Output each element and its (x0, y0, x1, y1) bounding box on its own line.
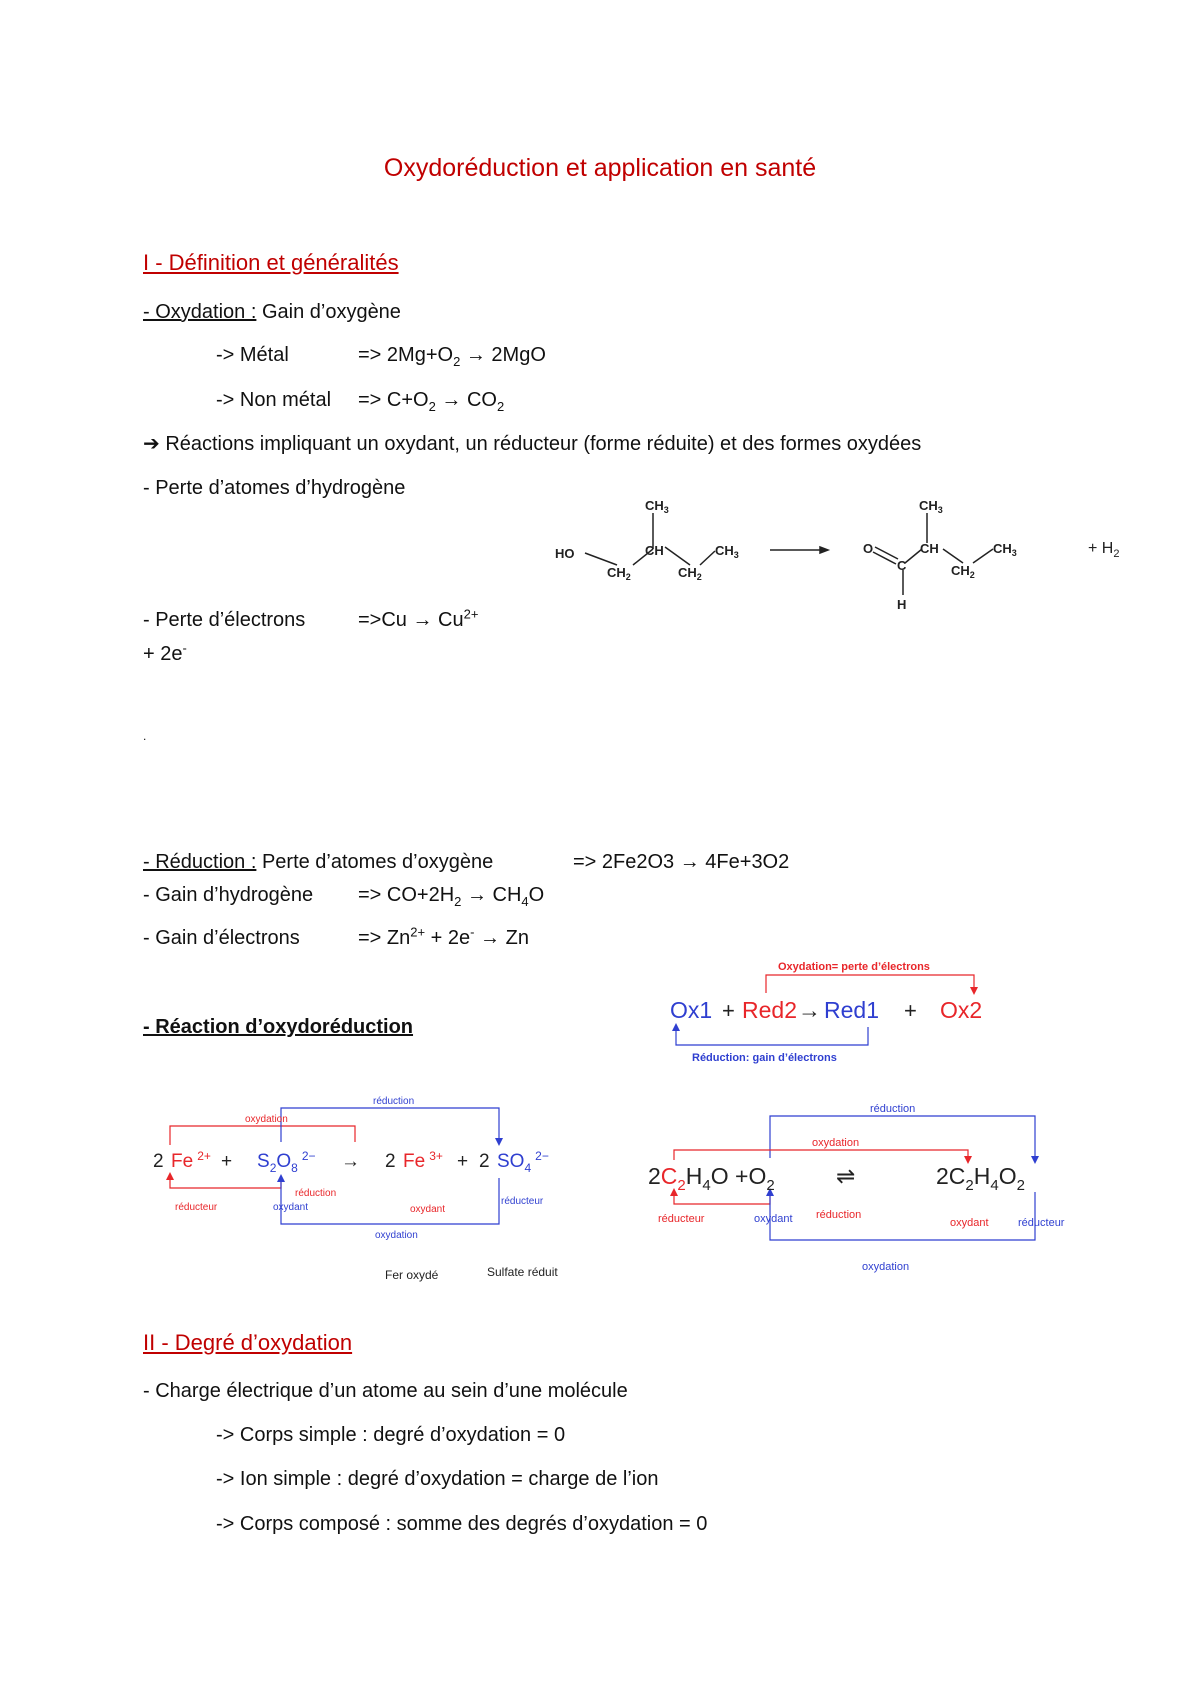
corps-compose-line: -> Corps composé : somme des degrés d’oxydation = 0 (216, 1513, 708, 1535)
h-label: H (897, 597, 907, 612)
gain-electrons-label: - Gain d’électrons (143, 927, 300, 949)
eq-part: → CH (461, 884, 522, 906)
plus-h2-label: + $H_2$ (1088, 540, 1120, 560)
gain-hydrogene-equation (358, 883, 544, 907)
cu-eq: =>Cu → Cu (358, 609, 464, 631)
s2o8-reactant: $S_2O_8^{2-}$ (257, 1149, 316, 1175)
coefficient: 2 (153, 1151, 164, 1172)
nonmetal-label: -> Non métal (216, 389, 332, 411)
reduction-mid-label: réduction (816, 1209, 862, 1221)
red2-label: Red2 (742, 997, 797, 1023)
ox2-label: Ox2 (940, 997, 983, 1023)
oxydation-bottom-label: oxydation (375, 1230, 418, 1241)
coefficient: 2 (385, 1151, 396, 1172)
fe-s2o8-diagram (145, 1090, 585, 1290)
subscript: 2 (454, 894, 462, 909)
oxydant-label: oxydant (410, 1204, 446, 1215)
nonmetal-eq-part: => C+O (358, 389, 429, 411)
nonmetal-equation (358, 388, 504, 412)
c2h4o-diagram (640, 1092, 1080, 1277)
metal-eq-part: → 2MgO (460, 344, 546, 366)
gain-hydrogene-label: - Gain d’hydrogène (143, 884, 314, 906)
ho-label: HO (555, 546, 575, 561)
eq-part: → Zn (474, 927, 529, 949)
reduction-definition: Perte d’atomes d’oxygène (256, 851, 494, 873)
superscript: 2+ (410, 924, 426, 940)
subscript: 2 (496, 399, 505, 414)
fer-oxyde-label: Fer oxydé (385, 1268, 439, 1282)
oxydation-mid-label: oxydation (812, 1137, 860, 1149)
oxydant-label: oxydant (950, 1217, 989, 1229)
ox1-label: Ox1 (670, 997, 713, 1023)
gain-electrons-equation (358, 926, 529, 950)
c2h4o2-product: $2C_2H_4O_2$ (936, 1163, 1025, 1194)
reducteur-label: réducteur (1018, 1217, 1065, 1229)
metal-label: -> Métal (216, 344, 289, 366)
ch3-label: $CH_3$ (919, 498, 943, 515)
eq-part: O (528, 884, 545, 906)
ion-simple-line: -> Ion simple : degré d’oxydation = charge de l’ion (216, 1468, 659, 1490)
oxydation-label: - Oxydation : (143, 301, 257, 323)
reactions-arrow-line: ➔ Réactions impliquant un oxydant, un réducteur (forme réduite) et des formes oxydées (143, 433, 922, 455)
ch2-label: $CH_2$ (678, 565, 702, 582)
oxydation-definition: Gain d’oxygène (256, 301, 401, 323)
so4-product: $SO_4^{2-}$ (497, 1149, 549, 1175)
stray-dot: . (143, 729, 147, 743)
reducteur-label: réducteur (501, 1196, 544, 1207)
section-heading-1: I - Définition et généralités (143, 250, 399, 275)
plus-sign: + (722, 998, 735, 1023)
corps-simple-line: -> Corps simple : degré d’oxydation = 0 (216, 1424, 566, 1446)
page-title: Oxydoréduction et application en santé (383, 154, 817, 182)
plus-sign: + (904, 998, 917, 1023)
eq-part: => CO+2H (358, 884, 455, 906)
c-label: C (897, 558, 907, 573)
oxydation-perte-label: Oxydation= perte d’électrons (778, 961, 930, 973)
section-heading-2: II - Degré d’oxydation (143, 1330, 353, 1355)
fe-reactant: Fe $^{2+}$ (171, 1149, 211, 1172)
arrow-sign: → (798, 997, 821, 1023)
c2h4o-reactant: $2C_2H_4O +O_2$ (648, 1163, 775, 1194)
ch-label: CH (645, 543, 664, 558)
coefficient: 2 (479, 1151, 490, 1172)
oxydation-line (143, 300, 401, 324)
nonmetal-eq-part: → CO (435, 389, 497, 411)
perte-electrons-label: - Perte d’électrons (143, 609, 306, 631)
oxydant-label: oxydant (754, 1213, 793, 1225)
fe-product: Fe $^{3+}$ (403, 1149, 443, 1172)
plus-sign: + (221, 1151, 233, 1172)
metal-equation (358, 343, 546, 367)
sulfate-reduit-label: Sulfate réduit (487, 1265, 558, 1279)
ch3-label: $CH_3$ (645, 498, 669, 515)
redox-general-diagram (660, 945, 1000, 1075)
electron-part: + 2e (143, 643, 183, 665)
reducteur-label: réducteur (658, 1213, 705, 1225)
oxydation-bottom-label: oxydation (862, 1261, 910, 1273)
reduction-top-label: réduction (870, 1103, 916, 1115)
eq-part: + 2e (425, 927, 471, 949)
ch3-label: $CH_3$ (715, 543, 739, 560)
reduction-label: - Réduction : (143, 851, 257, 873)
oxydation-top-label: oxydation (245, 1114, 288, 1125)
perte-electrons-continuation (143, 642, 187, 666)
superscript: - (470, 924, 475, 940)
o-label: O (863, 541, 874, 556)
oxydant-label: oxydant (273, 1202, 309, 1213)
ch3-label: $CH_3$ (993, 541, 1017, 558)
reduction-line (143, 850, 493, 874)
reducteur-label: réducteur (175, 1202, 218, 1213)
charge-electrique-line: - Charge électrique d’un atome au sein d’une molécule (143, 1380, 628, 1402)
red1-label: Red1 (824, 997, 879, 1023)
dehydrogenation-figure (545, 495, 1145, 625)
subscript: 2 (428, 399, 436, 414)
reduction-top-label: réduction (373, 1096, 415, 1107)
perte-hydrogene-line: - Perte d’atomes d’hydrogène (143, 477, 406, 499)
arrow-sign: → (341, 1151, 360, 1172)
subscript: 2 (453, 354, 461, 369)
ch-label: CH (920, 541, 939, 556)
redox-reaction-label: - Réaction d’oxydoréduction (143, 1016, 414, 1038)
plus-sign: + (457, 1151, 469, 1172)
equilibrium-arrow: ⇌ (836, 1163, 856, 1189)
subscript: 4 (521, 894, 529, 909)
superscript: 2+ (463, 606, 479, 622)
reduction-gain-label: Réduction: gain d’électrons (692, 1052, 837, 1064)
metal-eq-part: => 2Mg+O (358, 344, 454, 366)
superscript: - (182, 640, 187, 656)
ch2-label: $CH_2$ (607, 565, 631, 582)
ch2-label: $CH_2$ (951, 563, 975, 580)
reduction-mid-label: réduction (295, 1188, 337, 1199)
reduction-equation: => 2Fe2O3 → 4Fe+3O2 (573, 851, 790, 873)
perte-electrons-equation (358, 608, 478, 632)
eq-part: => Zn (358, 927, 411, 949)
